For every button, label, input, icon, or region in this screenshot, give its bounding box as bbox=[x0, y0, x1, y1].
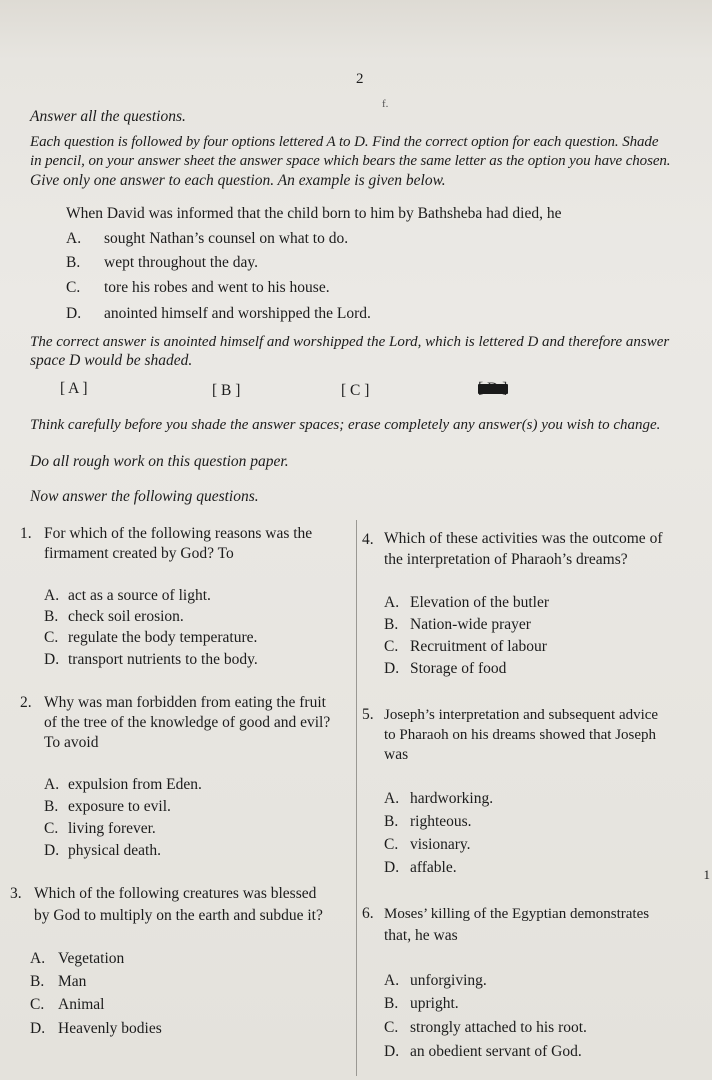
question-number: 2. bbox=[20, 694, 32, 711]
option-letter: A. bbox=[384, 972, 400, 989]
question-text: was bbox=[384, 746, 409, 763]
question-text: Moses’ killing of the Egyptian demonstrates bbox=[384, 906, 650, 922]
option-text: living forever. bbox=[68, 820, 156, 837]
option-text: transport nutrients to the body. bbox=[68, 651, 258, 668]
option-text: Storage of food bbox=[410, 660, 507, 677]
question-number: 4. bbox=[362, 531, 374, 548]
example-option-text: wept throughout the day. bbox=[104, 254, 258, 271]
option-text: exposure to evil. bbox=[68, 798, 171, 815]
option-text: act as a source of light. bbox=[68, 587, 211, 604]
question-text: the interpretation of Pharaoh’s dreams? bbox=[384, 551, 628, 568]
example-option-letter: A. bbox=[66, 230, 82, 247]
option-text: visionary. bbox=[410, 836, 471, 853]
answer-space-c: [ C ] bbox=[341, 382, 370, 399]
option-text: regulate the body temperature. bbox=[68, 629, 258, 646]
margin-mark: f. bbox=[382, 98, 389, 110]
question-text: For which of the following reasons was the bbox=[44, 525, 313, 542]
instruction-line-3: Give only one answer to each question. An example is given below. bbox=[30, 172, 446, 189]
question-text: to Pharaoh on his dreams showed that Joseph bbox=[384, 727, 657, 743]
option-letter: C. bbox=[30, 996, 45, 1013]
option-text: an obedient servant of God. bbox=[410, 1043, 582, 1060]
option-letter: A. bbox=[44, 587, 60, 604]
question-number: 6. bbox=[362, 905, 374, 922]
option-letter: B. bbox=[384, 616, 399, 633]
question-text: To avoid bbox=[44, 734, 99, 751]
answer-space-b: [ B ] bbox=[212, 382, 241, 399]
example-option-text: anointed himself and worshipped the Lord. bbox=[104, 305, 371, 322]
option-text: righteous. bbox=[410, 813, 472, 830]
option-letter: B. bbox=[44, 798, 59, 815]
option-text: Man bbox=[58, 973, 87, 990]
option-letter: D. bbox=[384, 660, 400, 677]
answer-space-a: [ A ] bbox=[60, 380, 88, 397]
option-letter: A. bbox=[44, 776, 60, 793]
question-text: of the tree of the knowledge of good and evil? bbox=[44, 714, 331, 731]
question-text: Joseph’s interpretation and subsequent advice bbox=[384, 707, 659, 723]
option-text: affable. bbox=[410, 859, 457, 876]
option-letter: C. bbox=[384, 638, 399, 655]
question-number: 5. bbox=[362, 706, 374, 723]
option-letter: C. bbox=[44, 820, 59, 837]
option-text: physical death. bbox=[68, 842, 161, 859]
option-text: upright. bbox=[410, 995, 459, 1012]
edge-mark: 1 bbox=[703, 867, 710, 882]
shaded-answer-mark bbox=[478, 384, 508, 394]
option-letter: C. bbox=[44, 629, 59, 646]
instruction-answer-all: Answer all the questions. bbox=[30, 108, 186, 125]
question-text: by God to multiply on the earth and subdue it? bbox=[34, 907, 323, 924]
option-letter: C. bbox=[384, 836, 399, 853]
note-think: Think carefully before you shade the answer spaces; erase completely any answer(s) you wish to change. bbox=[30, 417, 661, 433]
option-letter: D. bbox=[384, 1043, 400, 1060]
option-letter: A. bbox=[30, 950, 46, 967]
question-text: Which of the following creatures was blessed bbox=[34, 885, 317, 902]
option-letter: C. bbox=[384, 1019, 399, 1036]
option-text: Recruitment of labour bbox=[410, 638, 547, 655]
option-text: Animal bbox=[58, 996, 105, 1013]
option-text: Vegetation bbox=[58, 950, 125, 967]
option-text: Elevation of the butler bbox=[410, 594, 550, 611]
option-letter: D. bbox=[384, 859, 400, 876]
column-divider bbox=[356, 520, 357, 1076]
question-text: Which of these activities was the outcome of bbox=[384, 530, 663, 547]
example-explanation-2: space D would be shaded. bbox=[30, 352, 193, 369]
page-number: 2 bbox=[356, 71, 364, 87]
instruction-line-1: Each question is followed by four options lettered A to D. Find the correct option for each question. Shade bbox=[30, 134, 659, 150]
option-letter: B. bbox=[44, 608, 59, 625]
question-number: 1. bbox=[20, 525, 32, 542]
option-text: expulsion from Eden. bbox=[68, 776, 202, 793]
note-rough-work: Do all rough work on this question paper. bbox=[30, 453, 289, 470]
example-option-letter: D. bbox=[66, 305, 82, 322]
example-explanation-1: The correct answer is anointed himself and worshipped the Lord, which is lettered D and therefore answer bbox=[30, 334, 670, 350]
option-letter: A. bbox=[384, 594, 400, 611]
option-text: hardworking. bbox=[410, 790, 494, 807]
option-letter: B. bbox=[384, 813, 399, 830]
example-option-text: sought Nathan’s counsel on what to do. bbox=[104, 230, 349, 247]
option-text: strongly attached to his root. bbox=[410, 1019, 587, 1036]
example-option-letter: C. bbox=[66, 279, 81, 296]
question-text: that, he was bbox=[384, 927, 458, 944]
option-letter: B. bbox=[30, 973, 45, 990]
option-letter: B. bbox=[384, 995, 399, 1012]
option-text: unforgiving. bbox=[410, 972, 487, 989]
example-question: When David was informed that the child born to him by Bathsheba had died, he bbox=[66, 205, 562, 222]
example-option-letter: B. bbox=[66, 254, 81, 271]
option-letter: D. bbox=[30, 1020, 46, 1037]
question-text: Why was man forbidden from eating the fruit bbox=[44, 694, 326, 711]
option-text: Heavenly bodies bbox=[58, 1020, 162, 1037]
option-letter: A. bbox=[384, 790, 400, 807]
option-letter: D. bbox=[44, 842, 60, 859]
instruction-line-2: in pencil, on your answer sheet the answer space which bears the same letter as the option you have chosen. bbox=[30, 153, 671, 169]
option-text: Nation-wide prayer bbox=[410, 616, 531, 633]
option-letter: D. bbox=[44, 651, 60, 668]
question-text: firmament created by God? To bbox=[44, 545, 234, 562]
question-number: 3. bbox=[10, 885, 22, 902]
example-option-text: tore his robes and went to his house. bbox=[104, 279, 330, 296]
option-text: check soil erosion. bbox=[68, 608, 184, 625]
note-now-answer: Now answer the following questions. bbox=[30, 488, 259, 505]
